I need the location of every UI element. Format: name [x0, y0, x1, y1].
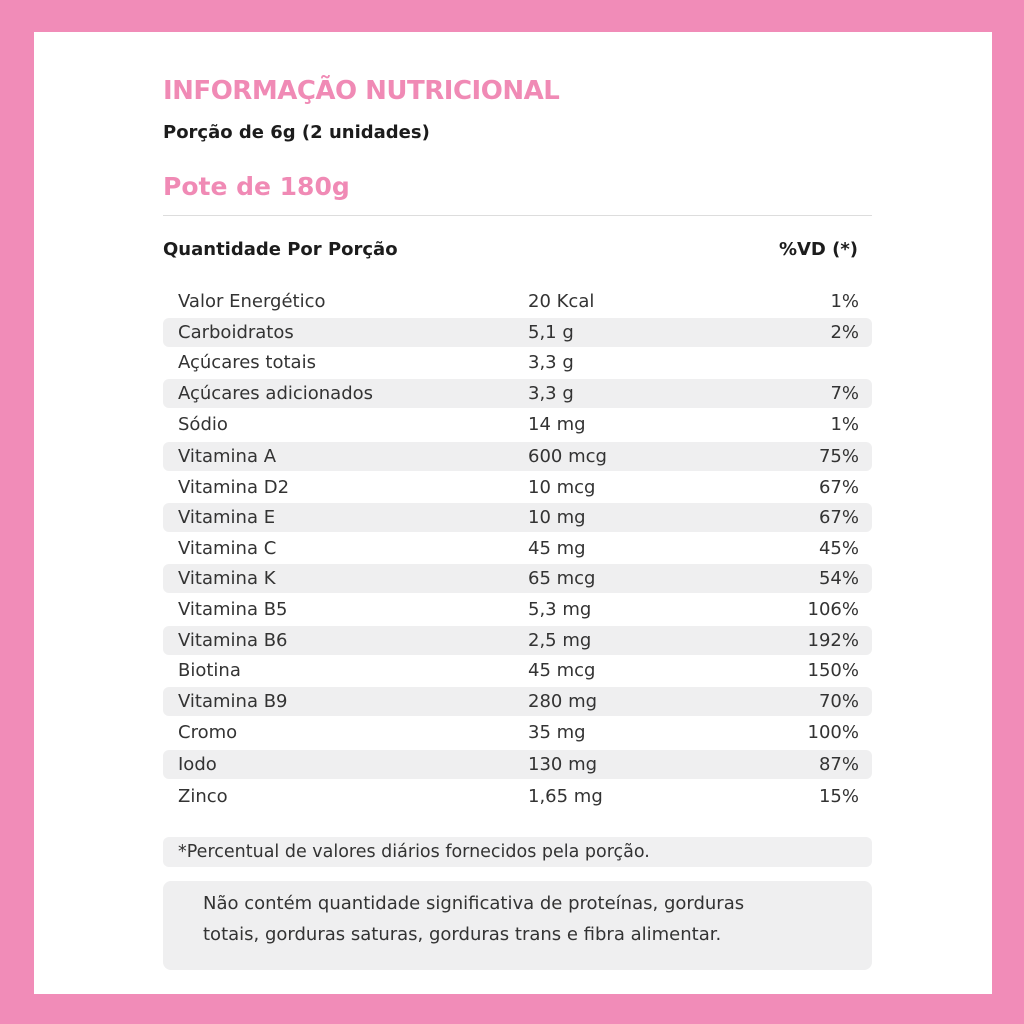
column-header-vd: %VD (*)	[778, 239, 858, 260]
nutrient-vd: 75%	[818, 445, 859, 467]
nutrient-amount: 14 mg	[528, 414, 586, 436]
nutrient-amount: 45 mcg	[528, 660, 596, 682]
nutrient-amount: 35 mg	[528, 722, 586, 744]
nutrient-vd: 150%	[807, 660, 859, 682]
table-row	[163, 442, 872, 471]
table-row	[163, 781, 872, 812]
table-row	[163, 503, 872, 532]
nutrient-name: Vitamina B5	[178, 598, 288, 620]
table-row	[163, 656, 872, 685]
nutrient-amount: 3,3 g	[528, 352, 574, 374]
nutrient-name: Biotina	[178, 660, 241, 682]
nutrient-name: Vitamina A	[178, 445, 277, 467]
nutrient-amount: 5,3 mg	[528, 598, 592, 620]
table-row	[163, 534, 872, 563]
nutrient-vd: 192%	[807, 629, 859, 651]
table-row	[163, 595, 872, 624]
nutrient-name: Cromo	[178, 722, 238, 744]
nutrient-name: Vitamina K	[178, 568, 276, 590]
nutrient-amount: 65 mcg	[528, 568, 596, 590]
nutrient-vd: 54%	[818, 568, 859, 590]
table-row	[163, 348, 872, 377]
column-header-quantity: Quantidade Por Porção	[163, 239, 398, 260]
footnote	[163, 837, 872, 867]
package-size: Pote de 180g	[163, 172, 350, 201]
table-row	[163, 287, 872, 316]
nutrient-vd: 1%	[830, 414, 859, 436]
nutrient-vd: 7%	[830, 382, 859, 404]
table-row	[163, 687, 872, 716]
nutrient-amount: 10 mcg	[528, 476, 596, 498]
nutrient-name: Vitamina C	[178, 537, 277, 559]
table-row	[163, 717, 872, 748]
nutrient-vd: 15%	[818, 785, 859, 807]
nutrient-name: Vitamina B6	[178, 629, 288, 651]
nutrient-amount: 600 mcg	[528, 445, 607, 467]
table-row	[163, 626, 872, 655]
nutrient-amount: 20 Kcal	[528, 291, 595, 312]
nutrient-amount: 2,5 mg	[528, 629, 592, 651]
nutrient-amount: 130 mg	[528, 753, 598, 775]
table-row	[163, 379, 872, 408]
divider	[163, 215, 872, 216]
footnote-text: *Percentual de valores diários fornecidos pela porção.	[178, 842, 650, 862]
nutrition-card	[34, 32, 992, 994]
nutrient-amount: 10 mg	[528, 507, 586, 529]
disclaimer-line-2: totais, gorduras saturas, gorduras trans e fibra alimentar.	[203, 924, 722, 945]
nutrient-name: Sódio	[178, 414, 228, 436]
nutrient-name: Iodo	[178, 753, 217, 775]
nutrient-amount: 3,3 g	[528, 382, 574, 404]
nutrient-amount: 280 mg	[528, 690, 598, 712]
nutrient-name: Carboidratos	[178, 321, 294, 343]
nutrient-name: Zinco	[178, 785, 228, 807]
nutrient-amount: 45 mg	[528, 537, 586, 559]
nutrient-vd: 67%	[818, 476, 859, 498]
nutrient-vd: 45%	[818, 537, 859, 559]
nutrient-vd: 70%	[818, 690, 859, 712]
nutrient-name: Vitamina B9	[178, 690, 288, 712]
disclaimer-line-1: Não contém quantidade significativa de proteínas, gorduras	[203, 893, 745, 914]
table-row	[163, 473, 872, 502]
nutrient-vd: 106%	[807, 598, 859, 620]
nutrient-name: Açúcares adicionados	[178, 382, 374, 404]
nutrient-amount: 1,65 mg	[528, 785, 603, 807]
nutrient-name: Vitamina E	[178, 507, 276, 529]
page-title: INFORMAÇÃO NUTRICIONAL	[163, 76, 560, 106]
nutrient-name: Vitamina D2	[178, 476, 290, 498]
table-row	[163, 564, 872, 593]
nutrient-amount: 5,1 g	[528, 321, 574, 343]
nutrient-name: Açúcares totais	[178, 352, 316, 374]
nutrition-table	[163, 287, 872, 813]
portion-size: Porção de 6g (2 unidades)	[163, 122, 430, 143]
nutrient-vd: 1%	[830, 291, 859, 312]
nutrient-vd: 67%	[818, 507, 859, 529]
nutrient-vd: 100%	[807, 722, 859, 744]
table-row	[163, 318, 872, 347]
nutrient-vd: 2%	[830, 321, 859, 343]
nutrient-vd: 87%	[818, 753, 859, 775]
table-row	[163, 409, 872, 440]
table-row	[163, 750, 872, 779]
disclaimer-box	[163, 881, 872, 970]
nutrient-name: Valor Energético	[178, 291, 326, 312]
